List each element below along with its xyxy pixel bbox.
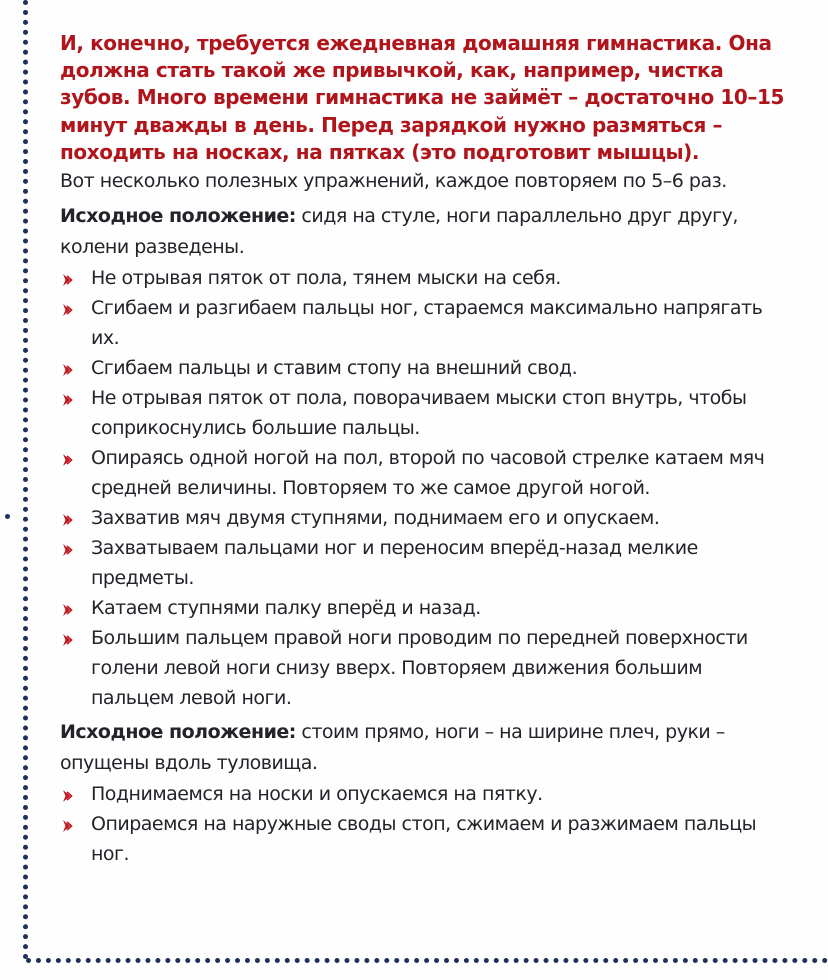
chevron-right-icon <box>60 603 74 617</box>
exercise-item <box>60 443 790 503</box>
section-heading <box>60 717 790 779</box>
exercise-item <box>60 593 790 623</box>
exercise-item <box>60 779 790 809</box>
decorative-dot <box>5 514 10 519</box>
exercise-item <box>60 503 790 533</box>
intro-paragraph: И, конечно, требуется ежедневная домашняя гимнастика. Она должна стать такой же привычкой, как, например, чистка зубов. Много времени гимнастика не займёт – достаточно 10–15 минут дважды в день. Перед зарядкой нужно размяться – походить на носках, на пятках (это подготовит мышцы). <box>60 31 785 164</box>
section-heading <box>60 201 790 263</box>
section-text: сидя на стуле, ноги параллельно друг другу, колени разведены. <box>60 205 738 259</box>
chevron-right-icon <box>60 303 74 317</box>
exercise-text: Захватив мяч двумя ступнями, поднимаем его и опускаем. <box>91 507 660 530</box>
chevron-right-icon <box>60 543 74 557</box>
exercise-text: Не отрывая пяток от пола, тянем мыски на себя. <box>91 267 561 290</box>
chevron-right-icon <box>60 393 74 407</box>
section-sitting <box>60 201 790 713</box>
chevron-right-icon <box>60 819 74 833</box>
exercise-text: Сгибаем и разгибаем пальцы ног, стараемся максимально напрягать их. <box>91 297 763 350</box>
dotted-bottom-border <box>26 958 828 963</box>
chevron-right-icon <box>60 363 74 377</box>
exercise-text: Катаем ступнями палку вперёд и назад. <box>91 597 481 620</box>
chevron-right-icon <box>60 789 74 803</box>
exercise-item <box>60 533 790 593</box>
exercise-list <box>60 263 790 713</box>
exercise-item <box>60 623 790 713</box>
exercise-text: Не отрывая пяток от пола, поворачиваем мыски стоп внутрь, чтобы соприкоснулись большие пальцы. <box>91 387 747 440</box>
exercise-text: Большим пальцем правой ноги проводим по передней поверхности голени левой ноги снизу вверх. Повторяем движения большим пальцем левой ноги. <box>91 627 748 710</box>
exercise-text: Опираемся на наружные своды стоп, сжимаем и разжимаем пальцы ног. <box>91 813 757 866</box>
section-text: стоим прямо, ноги – на ширине плеч, руки – опущены вдоль туловища. <box>60 721 725 775</box>
exercise-text: Захватываем пальцами ног и переносим вперёд-назад мелкие предметы. <box>91 537 698 590</box>
section-standing <box>60 717 790 869</box>
article-body <box>60 30 790 869</box>
chevron-right-icon <box>60 633 74 647</box>
exercise-text: Опираясь одной ногой на пол, второй по часовой стрелке катаем мяч средней величины. Повторяем то же самое другой ногой. <box>91 447 765 500</box>
exercise-item <box>60 293 790 353</box>
chevron-right-icon <box>60 513 74 527</box>
chevron-right-icon <box>60 273 74 287</box>
section-label: Исходное положение: <box>60 721 296 744</box>
exercise-item <box>60 383 790 443</box>
exercise-item <box>60 263 790 293</box>
exercise-text: Поднимаемся на носки и опускаемся на пятку. <box>91 783 543 806</box>
exercise-item <box>60 353 790 383</box>
lead-paragraph: Вот несколько полезных упражнений, каждое повторяем по 5–6 раз. <box>60 170 727 193</box>
dotted-left-border <box>23 0 28 960</box>
exercise-item <box>60 809 790 869</box>
exercise-list <box>60 779 790 869</box>
exercise-text: Сгибаем пальцы и ставим стопу на внешний свод. <box>91 357 578 380</box>
chevron-right-icon <box>60 453 74 467</box>
section-label: Исходное положение: <box>60 205 296 228</box>
